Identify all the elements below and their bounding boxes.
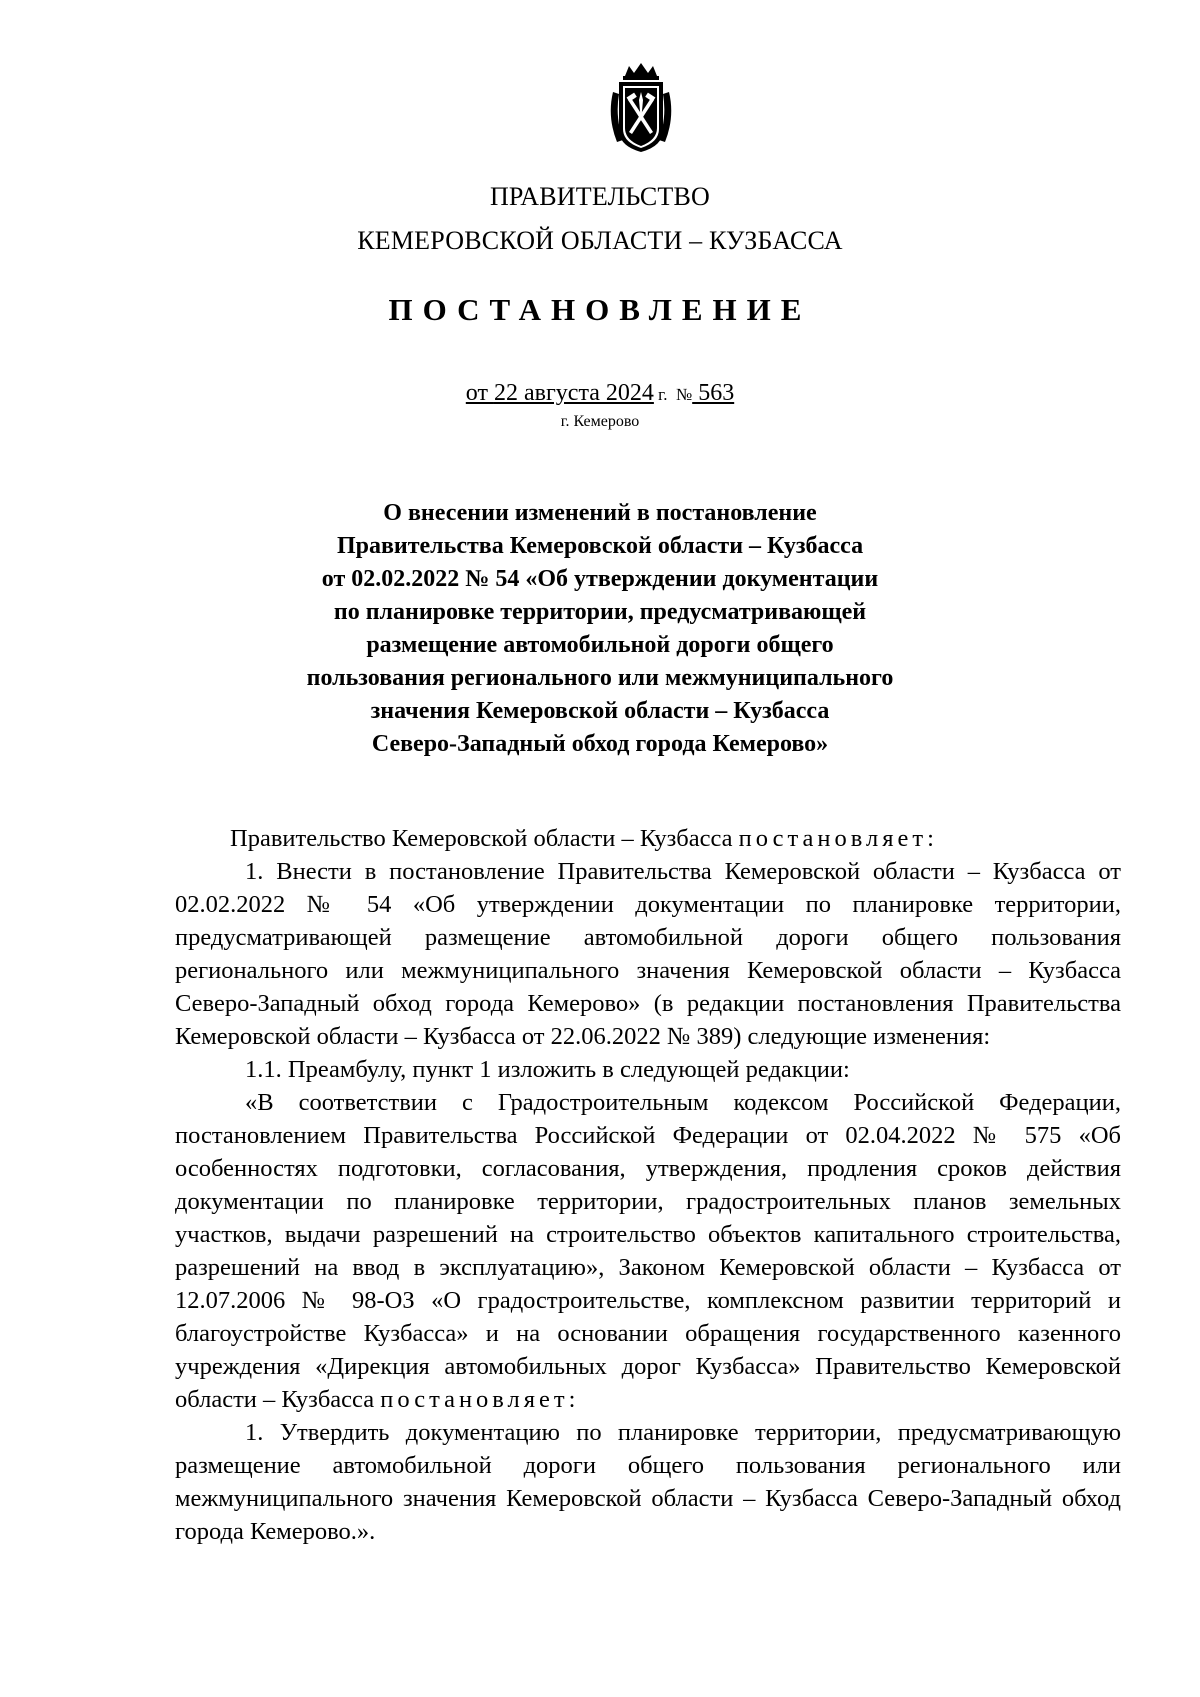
document-date: 22 августа 2024 — [493, 380, 654, 406]
date-number-line — [0, 380, 1200, 407]
preamble-text: «В соответствии с Градостроительным кодексом Российской Федерации, постановлением Правительства Российской Федерации от 02.04.2022 № 575 «Об особенностях подготовки, согласования, утверждения, продления сроков действия документации по планировке территории, градостроительных планов земельных участков, выдачи разрешений на строительство объектов капитального строительства, разрешений на ввод в эксплуатацию», Законом Кемеровской области – Кузбасса от 12.07.2006 № 98-ОЗ «О градостроительстве, комплексном развитии территорий и благоустройстве Кузбасса» и на основании обращения государственного казенного учреждения «Дирекция автомобильных дорог Кузбасса» Правительство Кемеровской области – Кузбасса — [175, 1089, 1121, 1413]
year-suffix: г. — [653, 385, 668, 404]
preamble-colon: : — [568, 1386, 576, 1413]
subject-line: Правительства Кемеровской области – Кузбасса — [336, 533, 864, 559]
intro-text: Правительство Кемеровской области – Кузбасса — [230, 825, 739, 852]
body-paragraph-preamble — [175, 1086, 1121, 1416]
subject-line: размещение автомобильной дороги общего — [366, 632, 834, 658]
number-sign: № — [667, 385, 693, 404]
coat-of-arms-emblem — [603, 62, 679, 154]
body-paragraph-item-1-1: 1.1. Преамбулу, пункт 1 изложить в следующей редакции: — [245, 1056, 850, 1083]
body-paragraph-approve: 1. Утвердить документацию по планировке территории, предусматривающую размещение автомобильной дороги общего пользования регионального или межмуниципального значения Кемеровской области – Кузбасса Северо-Западный обход города Кемерово.». — [175, 1419, 1121, 1545]
date-prefix: от — [465, 380, 494, 406]
org-name-line-2: КЕМЕРОВСКОЙ ОБЛАСТИ – КУЗБАССА — [357, 226, 843, 255]
resolves-word: постановляет — [738, 825, 928, 852]
subject-line: Северо-Западный обход города Кемерово» — [371, 731, 829, 757]
document-subject — [0, 497, 1200, 761]
subject-line: пользования регионального или межмуниципального — [306, 665, 894, 691]
subject-line: по планировке территории, предусматривающей — [333, 599, 867, 625]
intro-colon: : — [927, 825, 934, 852]
document-body — [175, 822, 1121, 1548]
place-of-issue: г. Кемерово — [560, 413, 640, 430]
body-paragraph-item-1: 1. Внести в постановление Правительства Кемеровской области – Кузбасса от 02.02.2022 № 54 «Об утверждении документации по планировке территории, предусматривающей размещение автомобильной дороги общего пользования регионального или межмуниципального значения Кемеровской области – Кузбасса Северо-Западный обход города Кемерово» (в редакции постановления Правительства Кемеровской области – Кузбасса от 22.06.2022 № 389) следующие изменения: — [175, 858, 1121, 1050]
subject-line: О внесении изменений в постановление — [383, 500, 817, 526]
body-paragraph-intro — [175, 822, 1121, 855]
document-number: 563 — [692, 380, 735, 406]
resolves-word: постановляет — [380, 1386, 569, 1413]
subject-line: от 02.02.2022 № 54 «Об утверждении документации — [321, 566, 879, 592]
subject-line: значения Кемеровской области – Кузбасса — [370, 698, 830, 724]
org-name-line-1: ПРАВИТЕЛЬСТВО — [489, 182, 711, 211]
document-type-title: ПОСТАНОВЛЕНИЕ — [388, 292, 812, 327]
